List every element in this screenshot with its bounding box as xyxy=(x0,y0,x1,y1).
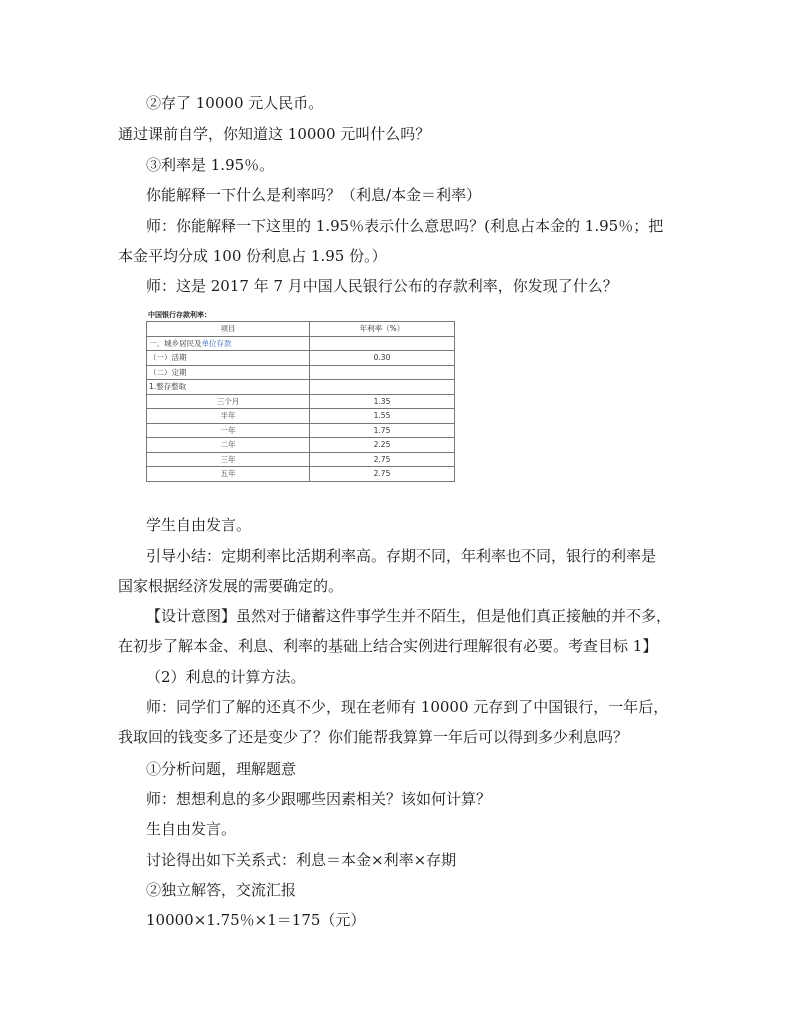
row-value xyxy=(310,365,455,380)
term-label: 二年 xyxy=(147,438,310,453)
section-heading: （2）利息的计算方法。 xyxy=(146,668,306,686)
row-value xyxy=(310,380,455,395)
calculation-line: 10000×1.75％×1＝175（元） xyxy=(146,911,366,929)
text-line: 师：同学们了解的还真不少，现在老师有 10000 元存到了中国银行，一年后， xyxy=(146,698,669,716)
row-label: （二）定期 xyxy=(147,365,310,380)
table-row xyxy=(147,409,455,424)
term-label: 三年 xyxy=(147,452,310,467)
term-rate: 1.75 xyxy=(310,423,455,438)
row-value: 0.30 xyxy=(310,351,455,366)
term-label: 三个月 xyxy=(147,394,310,409)
deposit-rate-table-figure xyxy=(146,309,450,482)
row-label-text: 一、城乡居民及 xyxy=(149,338,202,348)
text-line: 师：这是 2017 年 7 月中国人民银行公布的存款利率，你发现了什么？ xyxy=(146,277,618,295)
term-rate: 1.55 xyxy=(310,409,455,424)
text-line: 我取回的钱变多了还是变少了？你们能帮我算算一年后可以得到多少利息吗？ xyxy=(118,728,629,746)
text-line: ②独立解答，交流汇报 xyxy=(146,881,297,899)
column-header: 项目 xyxy=(147,322,310,337)
table-row xyxy=(147,336,455,351)
table-row xyxy=(147,438,455,453)
text-line: ①分析问题，理解题意 xyxy=(146,760,297,778)
row-label xyxy=(147,336,310,351)
unit-deposit-link[interactable]: 单位存款 xyxy=(201,338,232,348)
text-line: 在初步了解本金、利息、利率的基础上结合实例进行理解很有必要。考查目标 1】 xyxy=(118,637,658,655)
design-intent-line: 【设计意图】虽然对于储蓄这件事学生并不陌生，但是他们真正接触的并不多， xyxy=(146,607,672,625)
text-line: 引导小结：定期利率比活期利率高。存期不同，年利率也不同，银行的利率是 xyxy=(146,547,657,565)
text-line: 国家根据经济发展的需要确定的。 xyxy=(118,577,344,595)
term-rate: 2.75 xyxy=(310,467,455,482)
row-label: （一）活期 xyxy=(147,351,310,366)
table-row xyxy=(147,365,455,380)
row-value xyxy=(310,336,455,351)
text-line: 学生自由发言。 xyxy=(146,516,252,534)
table-row xyxy=(147,380,455,395)
text-line: 师：想想利息的多少跟哪些因素相关？该如何计算？ xyxy=(146,790,492,808)
table-row xyxy=(147,423,455,438)
text-line: ③利率是 1.95％。 xyxy=(146,156,275,174)
term-rate: 1.35 xyxy=(310,394,455,409)
row-label: 1.整存整取 xyxy=(147,380,310,395)
table-caption: 中国银行存款利率： xyxy=(148,311,211,319)
term-label: 半年 xyxy=(147,409,310,424)
deposit-rate-table xyxy=(146,321,455,482)
text-line: 通过课前自学，你知道这 10000 元叫什么吗？ xyxy=(118,125,431,143)
table-header-row xyxy=(147,322,455,337)
term-rate: 2.75 xyxy=(310,452,455,467)
table-row xyxy=(147,394,455,409)
text-line: 本金平均分成 100 份利息占 1.95 份。） xyxy=(118,247,387,265)
text-line: 生自由发言。 xyxy=(146,820,237,838)
table-row xyxy=(147,351,455,366)
term-label: 五年 xyxy=(147,467,310,482)
term-label: 一年 xyxy=(147,423,310,438)
column-header: 年利率（%） xyxy=(310,322,455,337)
text-line: 师：你能解释一下这里的 1.95％表示什么意思吗？(利息占本金的 1.95％；把 xyxy=(146,217,664,235)
text-line: ②存了 10000 元人民币。 xyxy=(146,94,324,112)
table-row xyxy=(147,467,455,482)
formula-line: 讨论得出如下关系式：利息＝本金×利率×存期 xyxy=(146,851,457,869)
term-rate: 2.25 xyxy=(310,438,455,453)
text-line: 你能解释一下什么是利率吗？（利息/本金＝利率） xyxy=(146,186,482,204)
table-row xyxy=(147,452,455,467)
